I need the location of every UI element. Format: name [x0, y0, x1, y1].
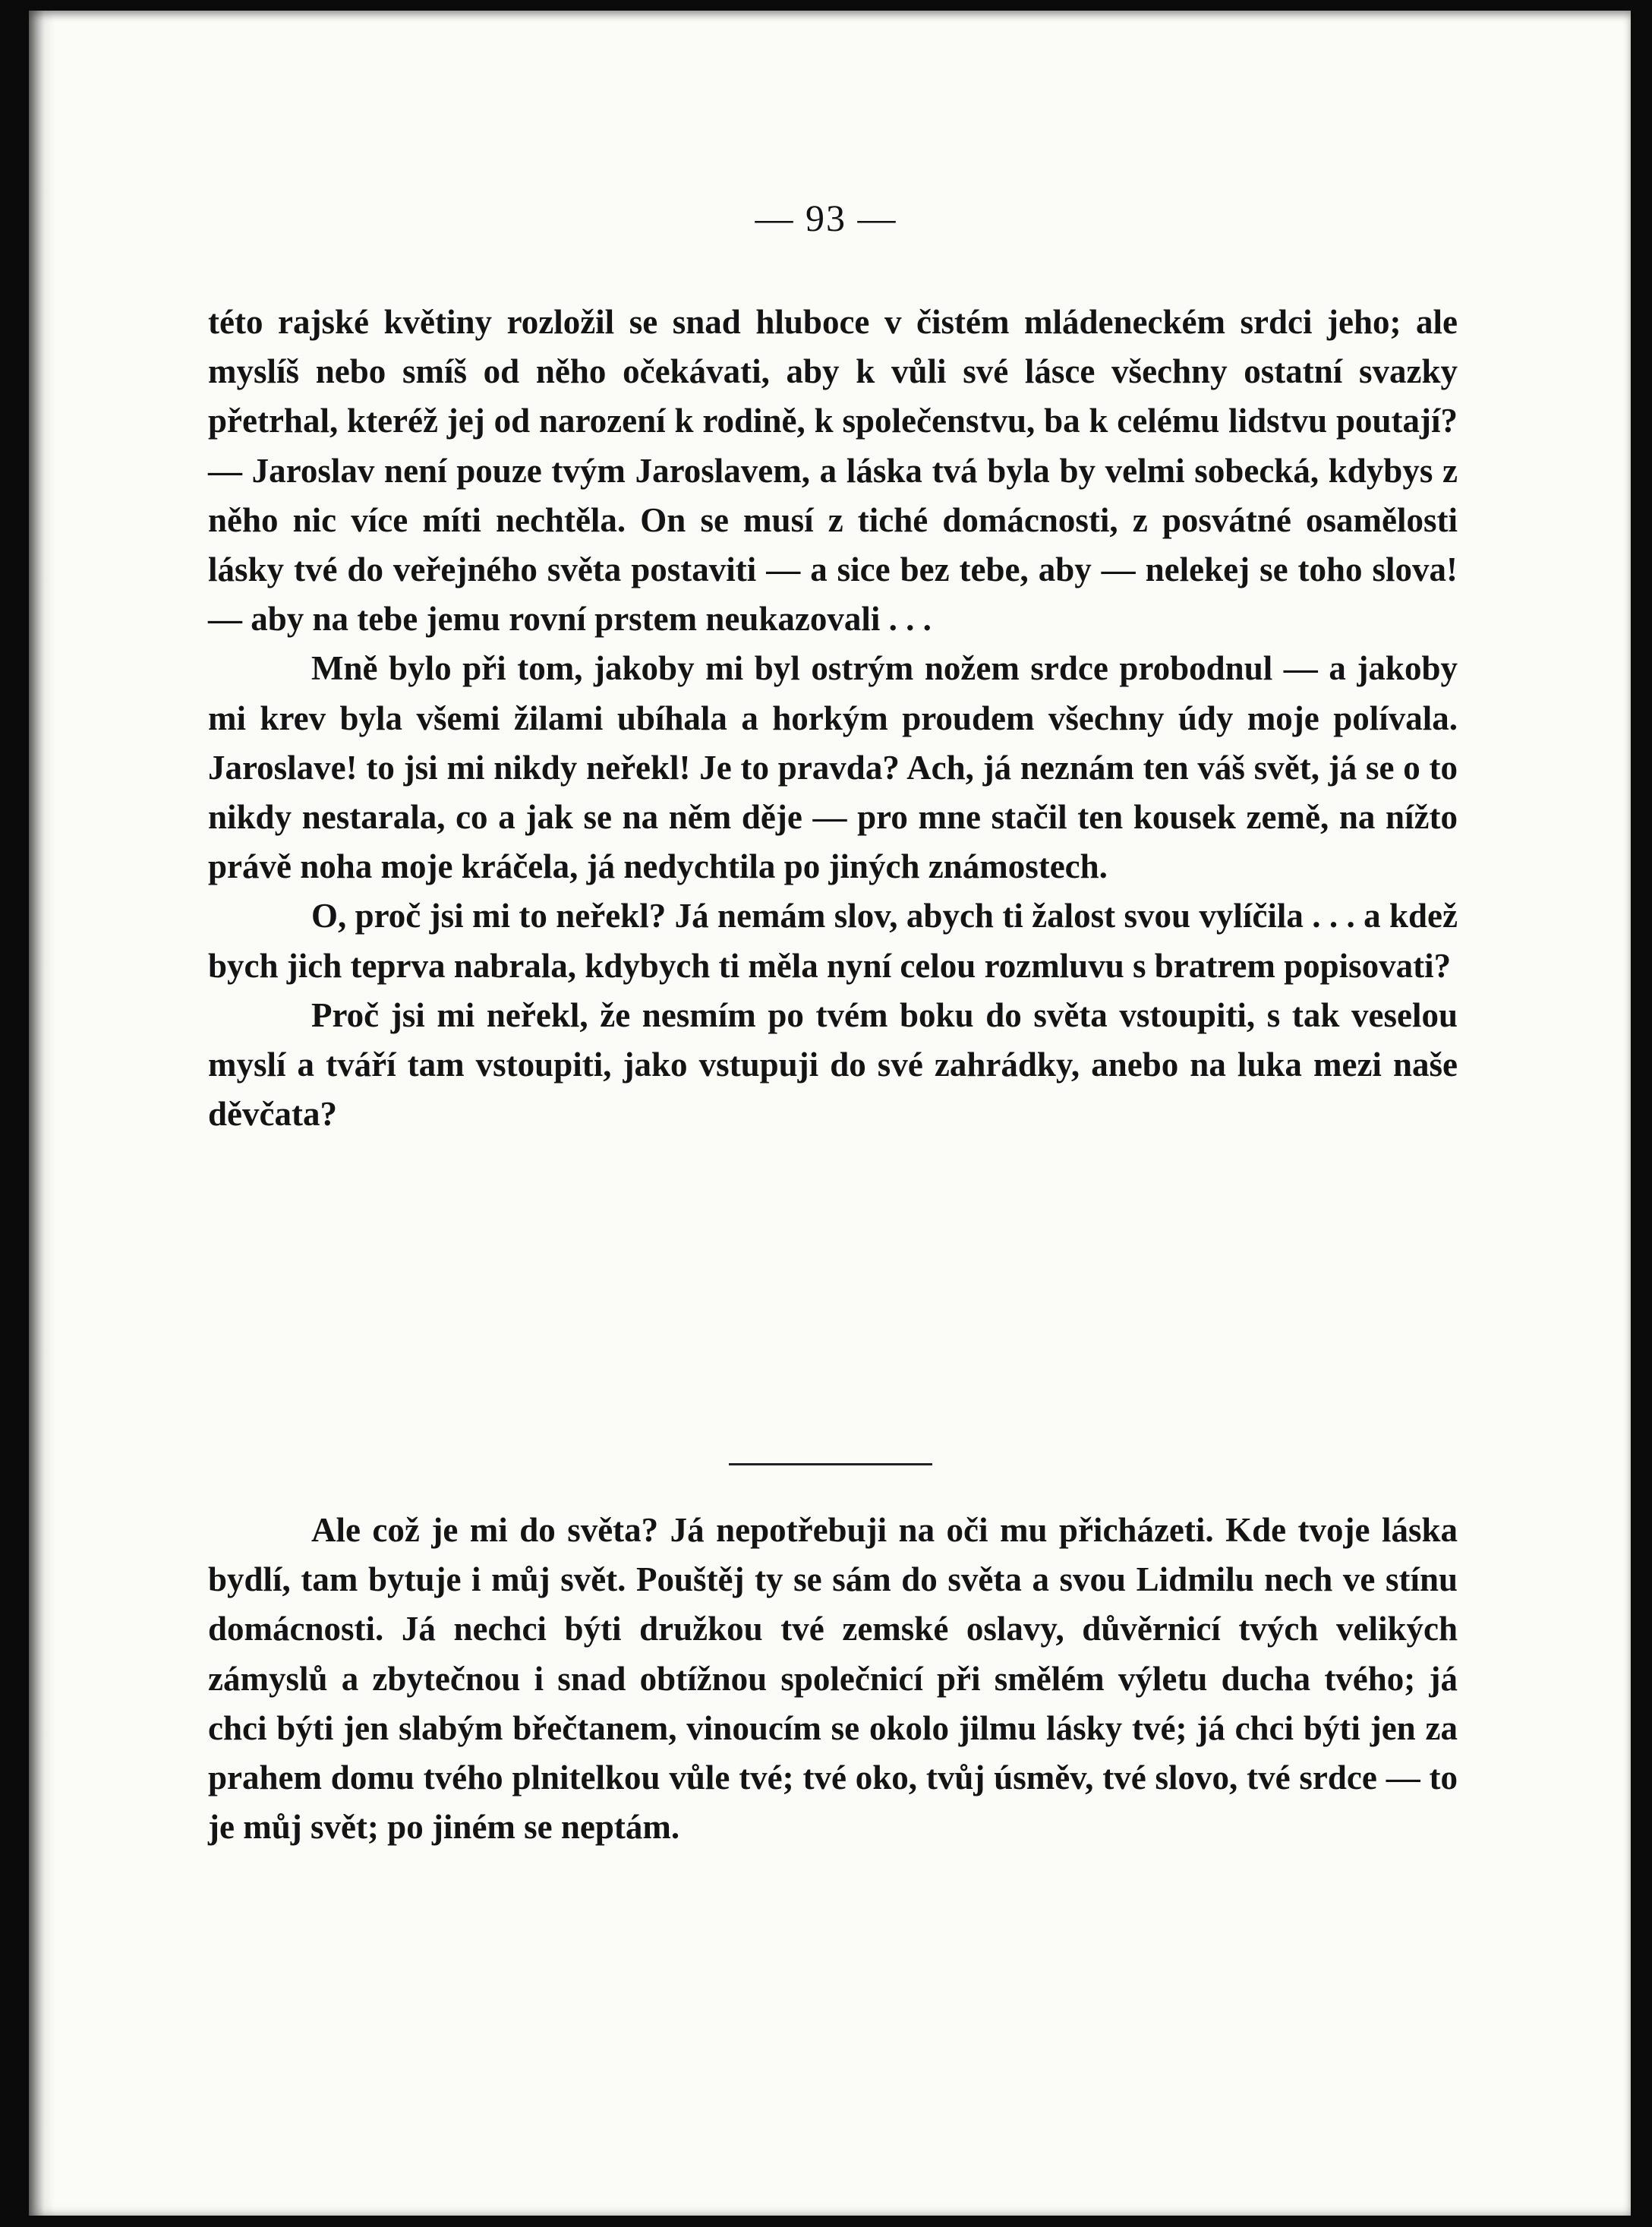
binding-shadow	[29, 11, 55, 2216]
paragraph: Proč jsi mi neřekl, že nesmím po tvém boku do světa vstoupiti, s tak veselou myslí a tváří tam vstoupiti, jako vstupuji do své zahrádky, anebo na luka mezi naše děvčata?	[208, 995, 1458, 1134]
paragraph: Ale což je mi do světa? Já nepotřebuji na oči mu přicházeti. Kde tvoje láska bydlí, tam bytuje i můj svět. Pouštěj ty se sám do světa a svou Lidmilu nech ve stínu domácnosti. Já nechci býti družkou tvé zemské oslavy, důvěrnicí tvých velikých zámyslů a zbytečnou i snad obtížnou společnicí při smělém výletu ducha tvého; já chci býti jen slabým břečtanem, vinoucím se okolo jilmu lásky tvé; já chci býti jen za prahem domu tvého plnitelkou vůle tvé; tvé oko, tvůj úsměv, tvé slovo, tvé srdce — to je můj svět; po jiném se neptám.	[208, 1511, 1458, 1847]
paragraph: O, proč jsi mi to neřekl? Já nemám slov, abych ti žalost svou vylíčila . . . a kdež bych jich teprva nabrala, kdybych ti měla nyní celou rozmluvu s bratrem popisovati?	[208, 897, 1458, 985]
paragraph: této rajské květiny rozložil se snad hluboce v čistém mládeneckém srdci jeho; ale myslíš nebo smíš od něho očekávati, aby k vůli své lásce všechny ostatní svazky přetrhal, kteréž jej od narození k rodině, k společenstvu, ba k celému lidstvu poutají? — Jaroslav není pouze tvým Jaroslavem, a láska tvá byla by velmi sobecká, kdybys z něho nic více míti nechtěla. On se musí z tiché domácnosti, z posvátné osamělosti lásky tvé do veřejného světa postaviti — a sice bez tebe, aby — nelekej se toho slova! — aby na tebe jemu rovní prstem neukazovali . . .	[208, 303, 1458, 639]
paragraph: Mně bylo při tom, jakoby mi byl ostrým nožem srdce probodnul — a jakoby mi krev byla všemi žilami ubíhala a horkým proudem všechny údy moje polívala. Jaroslave! to jsi mi nikdy neřekl! Je to pravda? Ach, já neznám ten váš svět, já se o to nikdy nestarala, co a jak se na něm děje — pro mne stačil ten kousek země, na nížto právě noha moje kráčela, já nedychtila po jiných známostech.	[208, 649, 1458, 886]
section-separator	[729, 1463, 932, 1465]
page-number: — 93 —	[755, 197, 897, 239]
text-section-two	[208, 1506, 1458, 1852]
text-section-one	[208, 298, 1458, 1139]
